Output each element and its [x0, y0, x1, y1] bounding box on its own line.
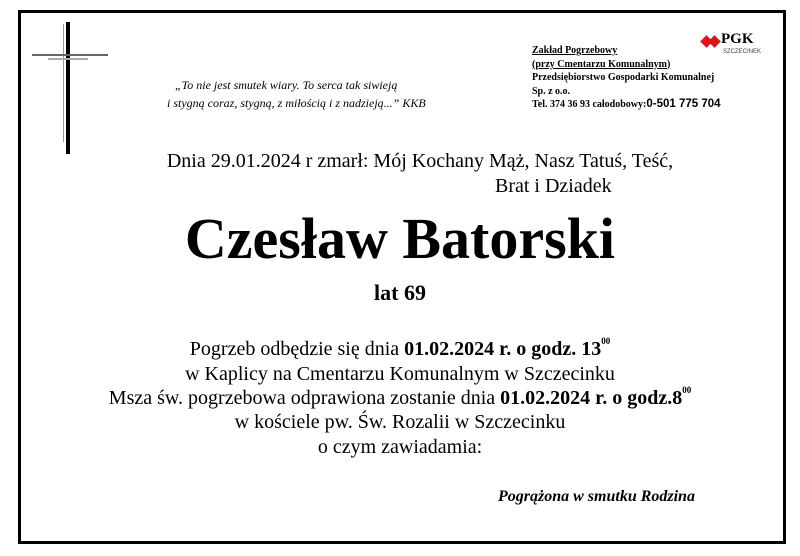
funeral-minutes: 00 — [601, 336, 611, 346]
closing-line: o czym zawiadamia: — [317, 436, 483, 458]
funeral-text: Pogrzeb odbędzie się dnia — [189, 338, 405, 360]
company-tel: Tel. 374 36 93 całodobowy: — [532, 99, 647, 110]
signature: Pogrążona w smutku Rodzina — [498, 488, 695, 505]
deceased-name: Czesław Batorski — [184, 206, 616, 271]
logo-text: PGK — [721, 31, 754, 47]
company-location: (przy Cmentarzu Komunalnym) — [532, 58, 671, 70]
funeral-datetime: 01.02.2024 r. o godz. 13 — [404, 338, 602, 360]
mass-text: Msza św. pogrzebowa odprawiona zostanie dnia — [108, 387, 501, 409]
company-legal-form: Sp. z o.o. — [532, 85, 571, 97]
company-phone: 0-501 775 704 — [646, 98, 721, 110]
company-full-name: Przedsiębiorstwo Gospodarki Komunalnej — [532, 72, 715, 83]
quote-line-1: „To nie jest smutek wiary. To serca tak siwieją — [175, 78, 398, 92]
deceased-age: lat 69 — [374, 280, 426, 305]
funeral-place: w Kaplicy na Cmentarzu Komunalnym w Szczecinku — [185, 363, 615, 385]
death-announcement: Dnia 29.01.2024 r zmarł: Mój Kochany Mąż, Nasz Tatuś, Teść, — [166, 150, 674, 172]
logo-subtext: SZCZECINEK — [723, 49, 762, 55]
company-info — [532, 44, 721, 112]
church-place: w kościele pw. Św. Rozalii w Szczecinku — [234, 411, 566, 433]
company-name: Zakład Pogrzebowy — [532, 45, 618, 56]
funeral-info — [0, 338, 800, 361]
quote-line-2: i stygną coraz, stygną, z miłością i z nadzieją...” KKB — [167, 96, 426, 110]
relations-cont: Brat i Dziadek — [495, 175, 612, 197]
mass-datetime: 01.02.2024 r. o godz.8 — [500, 387, 683, 409]
mass-info — [0, 387, 800, 410]
mass-minutes: 00 — [682, 385, 692, 395]
